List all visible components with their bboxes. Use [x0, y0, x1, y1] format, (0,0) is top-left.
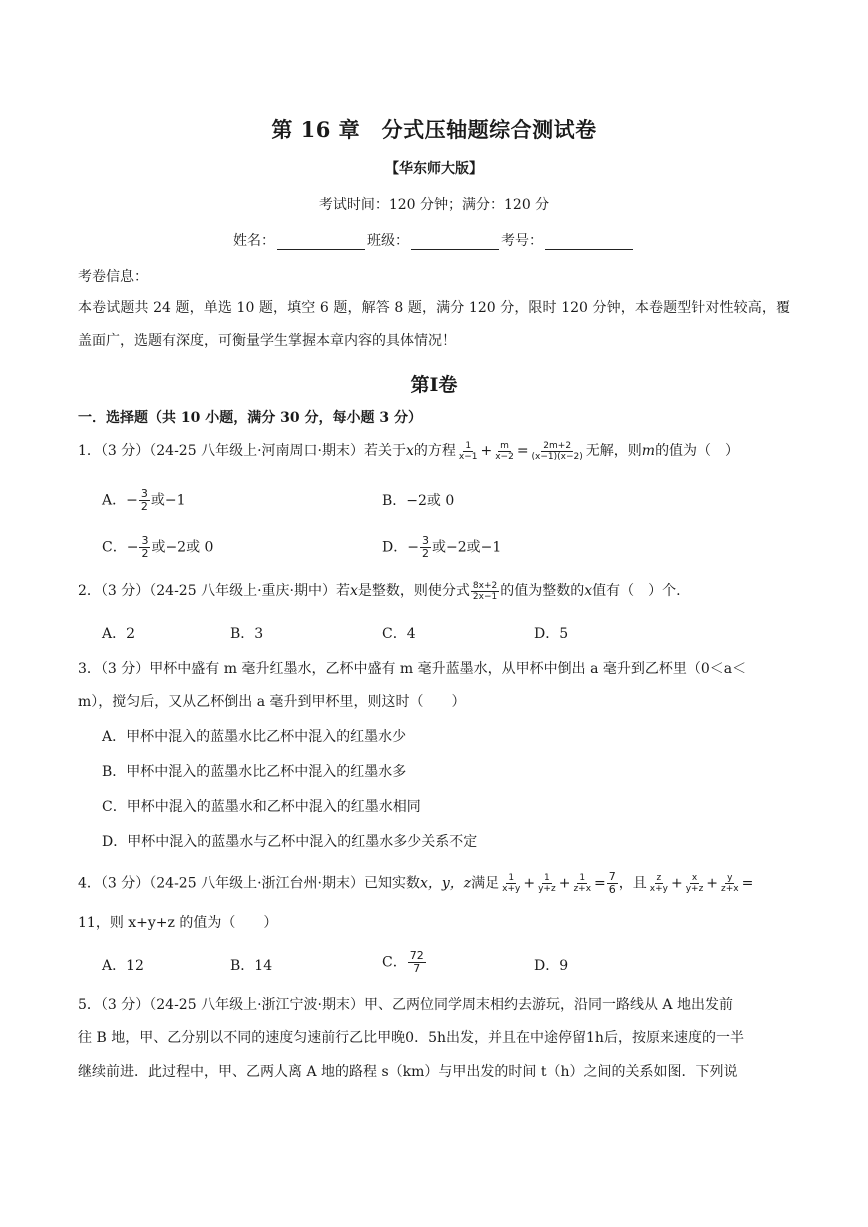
- q5-line-2: 往 B 地，甲、乙分别以不同的速度匀速前行乙比甲晚0．5h出发，并且在中途停留1h后，按原来速度的一半: [78, 1030, 744, 1046]
- q1-f1-den: x−1: [458, 451, 478, 462]
- q2-f-num: 8x+2: [472, 580, 498, 591]
- page-title: 第 16 章 分式压轴题综合测试卷: [271, 117, 597, 142]
- q1-fraction-1: [457, 441, 480, 462]
- name-blank: [277, 235, 365, 250]
- q3-line-1: 3．（3 分）甲杯中盛有 m 毫升红墨水，乙杯中盛有 m 毫升蓝墨水，从甲杯中倒出 a 毫升到乙杯里（0＜a＜: [78, 661, 747, 677]
- q1-f1-num: 1: [465, 440, 472, 451]
- q1-option-a[interactable]: [102, 488, 185, 513]
- name-label: 姓名：: [233, 233, 275, 249]
- q4-r-den: 6: [608, 883, 616, 896]
- q4-c-label: C．: [382, 954, 407, 971]
- class-label: 班级：: [367, 233, 409, 249]
- q2-var-x2: x: [584, 583, 593, 599]
- section-heading: 一．选择题（共 10 小题，满分 30 分，每小题 3 分）: [78, 410, 422, 426]
- q4-b-den: y+z: [538, 884, 556, 894]
- q4-option-b[interactable]: B．14: [230, 958, 273, 974]
- q4-c-den: z+x: [573, 884, 592, 894]
- question-1: [78, 440, 739, 462]
- q1-fraction-2: [493, 441, 516, 462]
- q1-d-den: 2: [421, 547, 429, 560]
- question-2: [78, 580, 681, 602]
- q2-option-a[interactable]: A．2: [102, 626, 136, 642]
- q1-a-den: 2: [140, 500, 148, 513]
- q4-frac-a: [500, 873, 522, 894]
- q3-option-d[interactable]: D．甲杯中混入的蓝墨水与乙杯中混入的红墨水多少关系不定: [102, 834, 478, 850]
- q1-d-tail: 或−2或−1: [431, 539, 502, 556]
- q4-and: ，且: [618, 875, 647, 892]
- q4-frac-b: [536, 873, 558, 894]
- q4-eq: =: [741, 875, 754, 892]
- q1-var-m: m: [641, 443, 656, 459]
- q1-f2-den: x−2: [495, 451, 514, 462]
- q1-option-d[interactable]: [382, 535, 501, 560]
- number-blank: [545, 235, 633, 250]
- number-label: 考号：: [501, 233, 543, 249]
- q2-option-c[interactable]: C．4: [382, 626, 416, 642]
- q1-c-num: 3: [141, 534, 149, 547]
- q4-b-num: 1: [544, 873, 550, 883]
- q4-c-frac: [408, 950, 426, 975]
- q2-option-d[interactable]: D．5: [534, 626, 569, 642]
- q1-a-label: A．−: [102, 492, 138, 509]
- q2-prefix: 2．（3 分）（24-25 八年级上·重庆·期中）若: [78, 583, 350, 599]
- q4-r-num: 7: [608, 870, 616, 883]
- q1-a-num: 3: [140, 487, 148, 500]
- q1-tail-a: 无解，则: [585, 443, 642, 459]
- q1-c-tail: 或−2或 0: [151, 539, 214, 556]
- q2-f-den: 2x−1: [472, 591, 498, 602]
- q1-eq: =: [516, 443, 529, 459]
- volume-heading: 第Ⅰ卷: [410, 374, 458, 396]
- q4-g-den: z+x: [721, 884, 739, 894]
- info-body: 本卷试题共 24 题，单选 10 题，填空 6 题，解答 8 题，满分 120 分，限时 120 分钟，本卷题型针对性较高，覆盖面广，选题有深度，可衡量学生掌握本章内容的具体情况！: [78, 300, 790, 349]
- edition-label: 【华东师大版】: [385, 161, 483, 177]
- q4-d-den: x+y: [649, 884, 668, 894]
- q4-frac-g: [719, 873, 741, 894]
- q4-g-num: y: [727, 873, 733, 883]
- question-4: 4．（3 分）（24-25 八年级上·浙江台州·期末）已知实数x，y，z满足 $\frac{1}{x+y}$ + $\frac{1}{y+z}$ + $\frac{1}{z+x}$ = $\frac{7}{6}$ ，且 $\frac{z}{x+y}$ + $\frac{x}{y+z}$ + $\frac{y}{z+x}$ =: [78, 870, 754, 896]
- q1-f3-den: (x−1)(x−2): [531, 451, 583, 462]
- q4-d-num: z: [656, 873, 662, 883]
- q3-option-a[interactable]: A．甲杯中混入的蓝墨水比乙杯中混入的红墨水少: [102, 729, 407, 745]
- q4-e-num: x: [691, 873, 698, 883]
- q1-a-frac: [139, 488, 150, 513]
- q4-vars: x，y，z: [419, 875, 472, 892]
- q4-c-num: 1: [579, 873, 586, 883]
- q2-fraction: [471, 581, 499, 602]
- info-heading: 考卷信息：: [78, 269, 148, 285]
- q1-f2-num: m: [500, 440, 509, 451]
- q1-plus: +: [480, 443, 493, 459]
- q1-d-num: 3: [421, 534, 429, 547]
- q1-a-tail: 或−1: [150, 492, 186, 509]
- class-blank: [411, 235, 499, 250]
- q1-mid: 的方程: [413, 443, 456, 459]
- student-info-line: [0, 230, 868, 250]
- q4-c-num: 72: [409, 949, 424, 962]
- q2-mid: 是整数，则使分式: [357, 583, 470, 599]
- q4-a-num: 1: [508, 873, 515, 883]
- q4-option-d[interactable]: D．9: [534, 958, 569, 974]
- q4-line-2: 11，则 x+y+z 的值为（ ）: [78, 915, 278, 931]
- q4-frac-c: [571, 873, 593, 894]
- q4-a-den: x+y: [502, 884, 521, 894]
- q1-c-label: C．−: [102, 539, 139, 556]
- q1-option-b[interactable]: B．−2或 0: [382, 493, 455, 509]
- q4-frac-d: [648, 873, 670, 894]
- q4-c-den: 7: [413, 962, 421, 975]
- q1-c-frac: [139, 535, 150, 560]
- q1-prefix: 1．（3 分）（24-25 八年级上·河南周口·期末）若关于: [78, 443, 406, 459]
- q2-var-x: x: [349, 583, 358, 599]
- exam-time: 考试时间：120 分钟；满分：120 分: [318, 197, 550, 213]
- q4-prefix: 4．（3 分）（24-25 八年级上·浙江台州·期末）已知实数: [78, 875, 420, 892]
- q2-option-b[interactable]: B．3: [230, 626, 264, 642]
- q1-f3-num: 2m+2: [543, 440, 572, 451]
- q1-option-c[interactable]: [102, 535, 213, 560]
- q1-d-frac: [420, 535, 431, 560]
- q2-tail: 值有（ ）个.: [592, 583, 681, 599]
- q3-option-b[interactable]: B．甲杯中混入的蓝墨水比乙杯中混入的红墨水多: [102, 764, 407, 780]
- q2-mid2: 的值为整数的: [500, 583, 585, 599]
- q4-option-a[interactable]: A．12: [102, 958, 144, 974]
- q3-option-c[interactable]: C．甲杯中混入的蓝墨水和乙杯中混入的红墨水相同: [102, 799, 421, 815]
- q5-line-1: 5．（3 分）（24-25 八年级上·浙江宁波·期末）甲、乙两位同学周末相约去游玩，沿同一路线从 A 地出发前: [78, 997, 733, 1013]
- q1-fraction-3: [530, 441, 585, 462]
- q4-option-c[interactable]: [382, 950, 427, 975]
- q4-e-den: y+z: [685, 884, 704, 894]
- q1-var-x: x: [405, 443, 414, 459]
- q1-c-den: 2: [141, 547, 149, 560]
- q4-mid: 满足: [471, 875, 500, 892]
- q4-frac-e: [684, 873, 706, 894]
- q5-line-3: 继续前进．此过程中，甲、乙两人离 A 地的路程 s（km）与甲出发的时间 t（h）之间的关系如图．下列说: [78, 1064, 738, 1080]
- q4-frac-r: [607, 871, 618, 896]
- q3-line-2: m），搅匀后，又从乙杯倒出 a 毫升到甲杯里，则这时（ ）: [78, 694, 466, 710]
- q1-d-label: D．−: [382, 539, 419, 556]
- q1-tail-b: 的值为（ ）: [655, 443, 740, 459]
